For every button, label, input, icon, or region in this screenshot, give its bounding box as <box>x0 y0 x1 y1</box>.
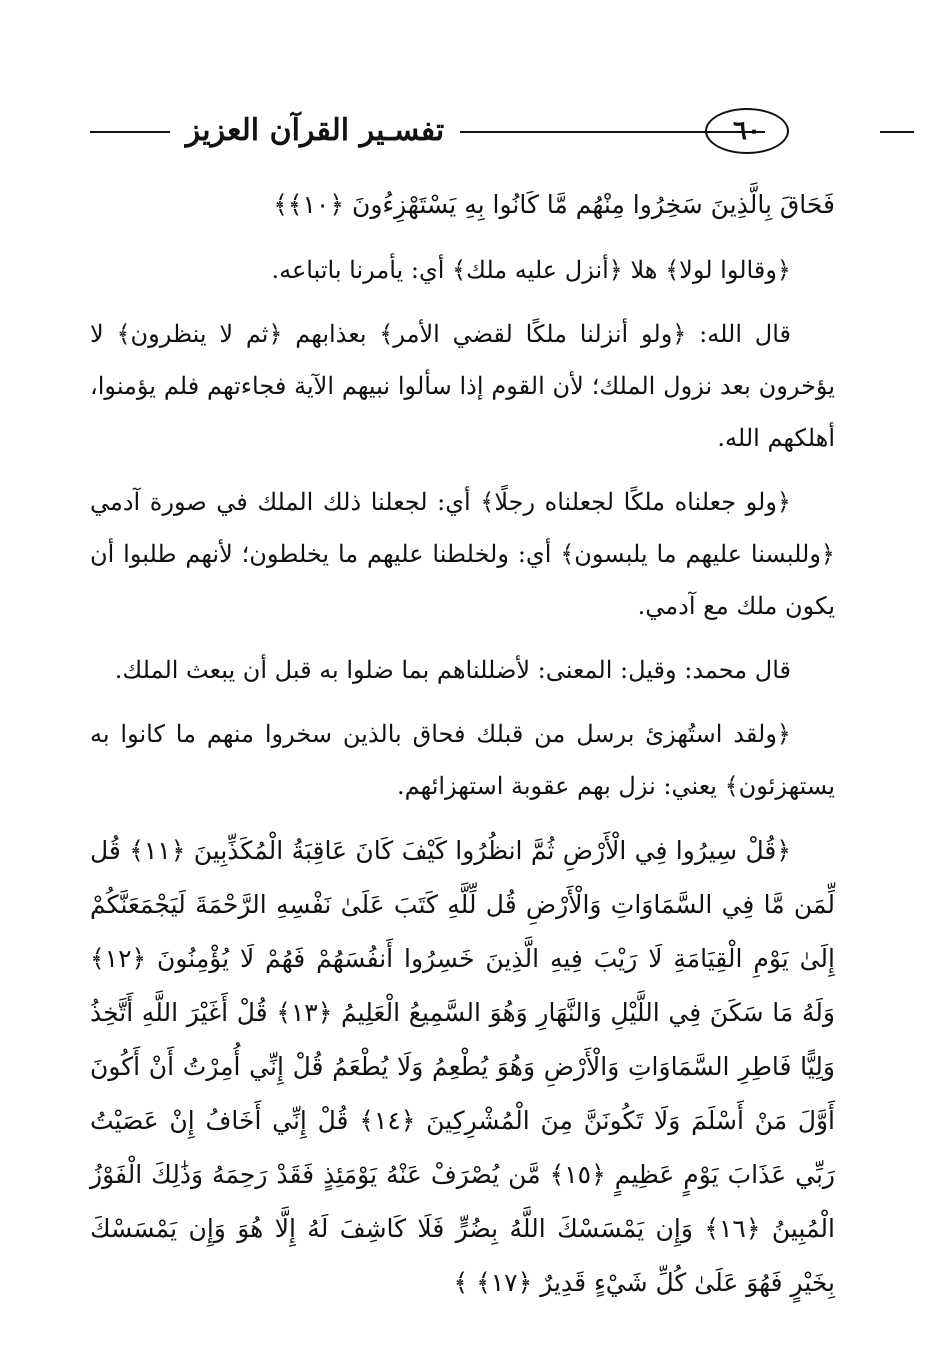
verse-continuation: فَحَاقَ بِالَّذِينَ سَخِرُوا مِنْهُم مَّا كَانُوا بِهِ يَسْتَهْزِءُونَ ﴿١٠﴾﴾ <box>273 190 835 219</box>
header-rule-left <box>90 131 170 133</box>
commentary-paragraph: ﴿ولو جعلناه ملكًا لجعلناه رجلًا﴾ أي: لجعلنا ذلك الملك في صورة آدمي ﴿وللبسنا عليهم ما يلبسون﴾ أي: ولخلطنا عليهم ما يخلطون؛ لأنهم طلبوا أن يكون ملك مع آدمي. <box>90 488 835 620</box>
commentary-paragraph: ﴿ولقد استُهزئ برسل من قبلك فحاق بالذين سخروا منهم ما كانوا به يستهزئون﴾ يعني: نزل بهم عقوبة استهزائهم. <box>90 720 835 800</box>
page-number: ٦٠ <box>705 108 789 154</box>
page-header <box>80 104 850 160</box>
header-rule-right <box>880 131 914 133</box>
quran-verses-block: ﴿قُلْ سِيرُوا فِي الْأَرْضِ ثُمَّ انظُرُوا كَيْفَ كَانَ عَاقِبَةُ الْمُكَذِّبِينَ ﴿١١﴾ قُل لِّمَن مَّا فِي السَّمَاوَاتِ وَالْأَرْضِ قُل لِّلَّهِ كَتَبَ عَلَىٰ نَفْسِهِ الرَّحْمَةَ لَيَجْمَعَنَّكُمْ إِلَىٰ يَوْمِ الْقِيَامَةِ لَا رَيْبَ فِيهِ الَّذِينَ خَسِرُوا أَنفُسَهُمْ فَهُمْ لَا يُؤْمِنُونَ ﴿١٢﴾ وَلَهُ مَا سَكَنَ فِي اللَّيْلِ وَالنَّهَارِ وَهُوَ السَّمِيعُ الْعَلِيمُ ﴿١٣﴾ قُلْ أَغَيْرَ اللَّهِ أَتَّخِذُ وَلِيًّا فَاطِرِ السَّمَاوَاتِ وَالْأَرْضِ وَهُوَ يُطْعِمُ وَلَا يُطْعَمُ قُلْ إِنِّي أُمِرْتُ أَنْ أَكُونَ أَوَّلَ مَنْ أَسْلَمَ وَلَا تَكُونَنَّ مِنَ الْمُشْرِكِينَ ﴿١٤﴾ قُلْ إِنِّي أَخَافُ إِنْ عَصَيْتُ رَبِّي عَذَابَ يَوْمٍ عَظِيمٍ ﴿١٥﴾ مَّن يُصْرَفْ عَنْهُ يَوْمَئِذٍ فَقَدْ رَحِمَهُ وَذَٰلِكَ الْفَوْزُ الْمُبِينُ ﴿١٦﴾ وَإِن يَمْسَسْكَ اللَّهُ بِضُرٍّ فَلَا كَاشِفَ لَهُ إِلَّا هُوَ وَإِن يَمْسَسْكَ بِخَيْرٍ فَهُوَ عَلَىٰ كُلِّ شَيْءٍ قَدِيرٌ ﴿١٧﴾ ﴾ <box>90 836 836 1297</box>
running-title: تفسـير القرآن العزيز <box>185 113 445 148</box>
commentary-paragraph: ﴿وقالوا لولا﴾ هلا ﴿أنزل عليه ملك﴾ أي: يأمرنا باتباعه. <box>271 256 791 284</box>
commentary-paragraph: قال محمد: وقيل: المعنى: لأضللناهم بما ضلوا به قبل أن يبعث الملك. <box>114 656 791 684</box>
commentary-paragraph: قال الله: ﴿ولو أنزلنا ملكًا لقضي الأمر﴾ بعذابهم ﴿ثم لا ينظرون﴾ لا يؤخرون بعد نزول الملك؛ لأن القوم إذا سألوا نبيهم الآية فجاءتهم فلم يؤمنوا، أهلكهم الله. <box>90 320 835 452</box>
page-body <box>90 178 835 1322</box>
